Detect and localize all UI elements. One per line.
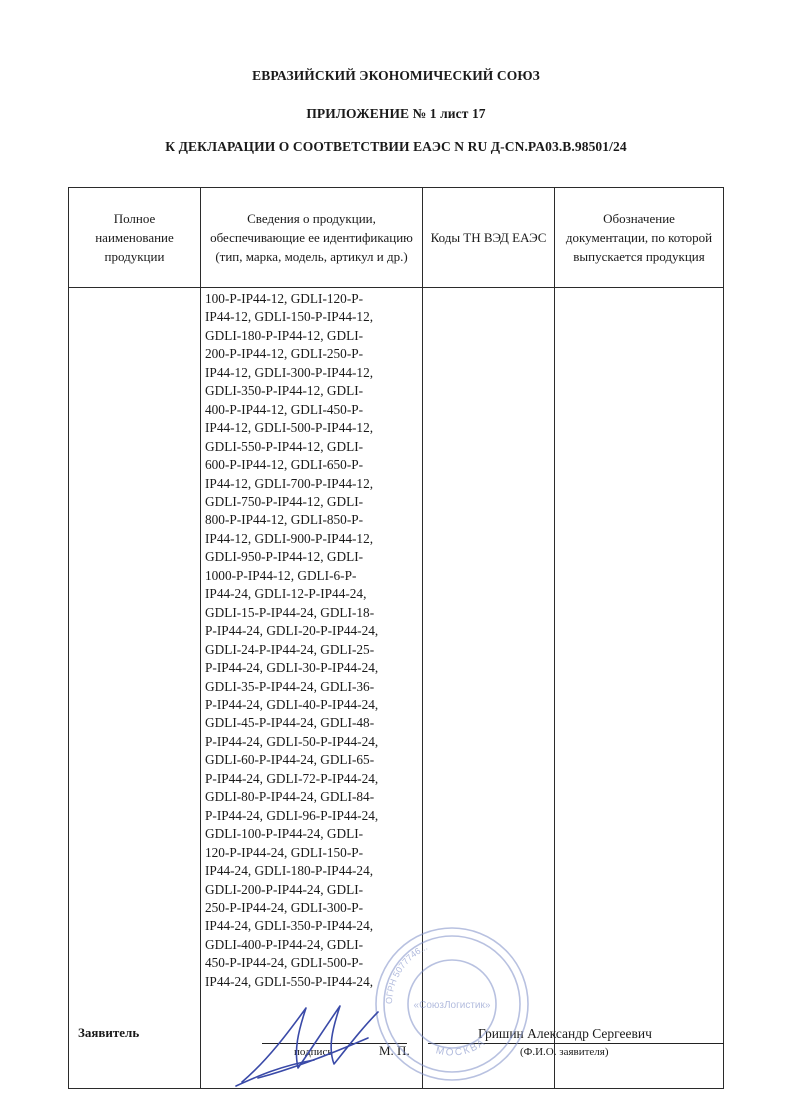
product-model-line: GDLI-200-P-IP44-24, GDLI-	[205, 881, 364, 897]
table-header-row	[69, 188, 724, 288]
header-cell-full-name	[69, 188, 201, 288]
product-model-line: P-IP44-24, GDLI-72-P-IP44-24,	[205, 770, 379, 786]
product-model-line: GDLI-750-P-IP44-12, GDLI-	[205, 493, 364, 509]
product-model-line: IP44-12, GDLI-700-P-IP44-12,	[205, 475, 374, 491]
product-model-line: GDLI-80-P-IP44-24, GDLI-84-	[205, 789, 375, 805]
product-model-line: IP44-24, GDLI-550-P-IP44-24,	[205, 973, 374, 989]
applicant-name: Гришин Александр Сергеевич	[478, 1026, 652, 1041]
signature-caption: подпись	[294, 1046, 333, 1058]
product-model-line: 250-P-IP44-24, GDLI-300-P-	[205, 899, 364, 915]
product-model-line: IP44-24, GDLI-12-P-IP44-24,	[205, 586, 367, 602]
product-model-line: 120-P-IP44-24, GDLI-150-P-	[205, 844, 364, 860]
header-cell-tn-ved	[423, 188, 555, 288]
product-model-line: 200-P-IP44-12, GDLI-250-P-	[205, 346, 364, 362]
product-model-line: GDLI-35-P-IP44-24, GDLI-36-	[205, 678, 375, 694]
handwritten-signature	[228, 990, 408, 1090]
seal-city: МОСКВА	[434, 1036, 489, 1059]
product-model-line: P-IP44-24, GDLI-20-P-IP44-24,	[205, 623, 379, 639]
product-model-line: GDLI-180-P-IP44-12, GDLI-	[205, 327, 364, 343]
product-model-line: 1000-P-IP44-12, GDLI-6-P-	[205, 567, 357, 583]
product-model-line: GDLI-45-P-IP44-24, GDLI-48-	[205, 715, 375, 731]
header-cell-product-info	[201, 188, 423, 288]
product-model-line: GDLI-15-P-IP44-24, GDLI-18-	[205, 604, 375, 620]
appendix-title: ПРИЛОЖЕНИЕ № 1 лист 17	[306, 106, 486, 121]
declaration-title: К ДЕКЛАРАЦИИ О СООТВЕТСТВИИ ЕАЭС N RU Д-CN.PA03.B.98501/24	[165, 139, 627, 154]
product-model-line: P-IP44-24, GDLI-50-P-IP44-24,	[205, 733, 379, 749]
product-models-list	[201, 288, 422, 991]
product-model-line: IP44-12, GDLI-300-P-IP44-12,	[205, 364, 374, 380]
product-model-line: GDLI-24-P-IP44-24, GDLI-25-	[205, 641, 375, 657]
union-title: ЕВРАЗИЙСКИЙ ЭКОНОМИЧЕСКИЙ СОЮЗ	[252, 68, 540, 83]
header-documentation: Обозначение документации, по которой выпускается продукция	[565, 211, 713, 264]
header-full-name: Полное наименование продукции	[95, 211, 174, 264]
applicant-label: Заявитель	[78, 1025, 140, 1040]
svg-text:МОСКВА	[435, 1037, 489, 1059]
product-model-line: 800-P-IP44-12, GDLI-850-P-	[205, 512, 364, 528]
seal-company-name: «СоюзЛогистик»	[413, 1000, 491, 1011]
stamp-caption: М. П.	[379, 1043, 410, 1058]
name-caption: (Ф.И.О. заявителя)	[520, 1046, 609, 1058]
header-cell-documentation	[555, 188, 724, 288]
cell-full-name	[69, 288, 201, 1089]
product-model-line: GDLI-950-P-IP44-12, GDLI-	[205, 549, 364, 565]
product-model-line: 600-P-IP44-12, GDLI-650-P-	[205, 457, 364, 473]
product-model-line: 450-P-IP44-24, GDLI-500-P-	[205, 955, 364, 971]
seal-ring-text: ОГРН 5077746...	[383, 941, 429, 1005]
product-model-line: GDLI-60-P-IP44-24, GDLI-65-	[205, 752, 375, 768]
product-model-line: P-IP44-24, GDLI-40-P-IP44-24,	[205, 696, 379, 712]
header-product-info: Сведения о продукции, обеспечивающие ее идентификацию (тип, марка, модель, артикул и др.)	[210, 211, 413, 264]
product-model-line: GDLI-350-P-IP44-12, GDLI-	[205, 383, 364, 399]
product-model-line: IP44-12, GDLI-150-P-IP44-12,	[205, 309, 374, 325]
cell-documentation	[555, 288, 724, 1089]
product-model-line: GDLI-400-P-IP44-24, GDLI-	[205, 936, 364, 952]
product-model-line: P-IP44-24, GDLI-96-P-IP44-24,	[205, 807, 379, 823]
product-model-line: IP44-24, GDLI-350-P-IP44-24,	[205, 918, 374, 934]
header-tn-ved-codes: Коды ТН ВЭД ЕАЭС	[430, 230, 547, 245]
product-model-line: 400-P-IP44-12, GDLI-450-P-	[205, 401, 364, 417]
product-model-line: GDLI-550-P-IP44-12, GDLI-	[205, 438, 364, 454]
product-model-line: IP44-12, GDLI-900-P-IP44-12,	[205, 530, 374, 546]
product-model-line: 100-P-IP44-12, GDLI-120-P-	[205, 291, 364, 306]
product-model-line: IP44-24, GDLI-180-P-IP44-24,	[205, 863, 374, 879]
product-model-line: GDLI-100-P-IP44-24, GDLI-	[205, 826, 364, 842]
product-model-line: P-IP44-24, GDLI-30-P-IP44-24,	[205, 660, 379, 676]
product-model-line: IP44-12, GDLI-500-P-IP44-12,	[205, 420, 374, 436]
